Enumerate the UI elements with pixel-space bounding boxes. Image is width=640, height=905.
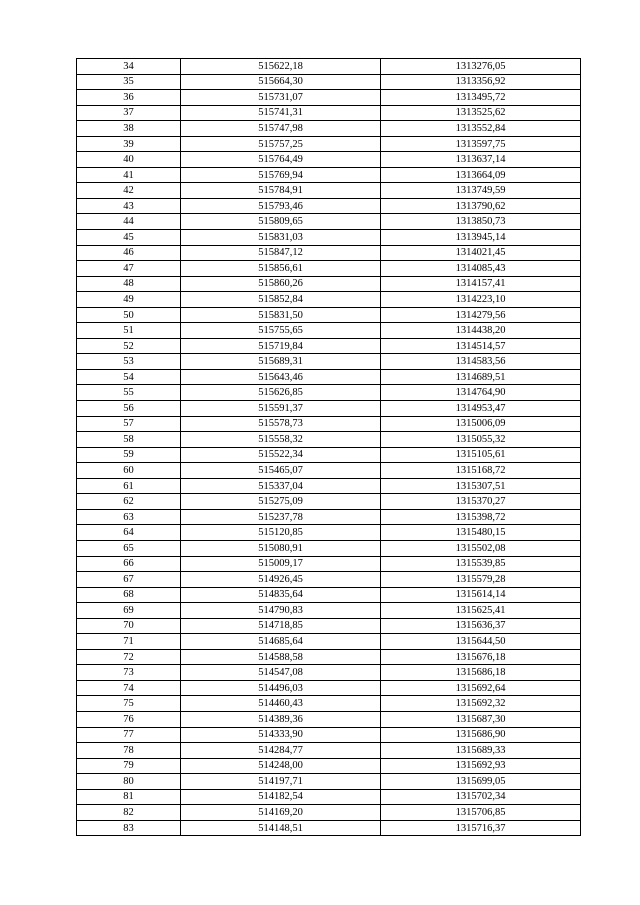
- table-row: [77, 509, 581, 525]
- y-coordinate-cell: 1315687,30: [381, 711, 581, 727]
- point-number-cell: 57: [77, 416, 181, 432]
- table-row: [77, 276, 581, 292]
- y-coordinate-cell: 1313790,62: [381, 198, 581, 214]
- x-coordinate-cell: 515860,26: [181, 276, 381, 292]
- y-coordinate-cell: 1315055,32: [381, 432, 581, 448]
- point-number-cell: 41: [77, 167, 181, 183]
- x-coordinate-cell: 515741,31: [181, 105, 381, 121]
- y-coordinate-cell: 1315699,05: [381, 774, 581, 790]
- x-coordinate-cell: 514926,45: [181, 572, 381, 588]
- x-coordinate-cell: 515337,04: [181, 478, 381, 494]
- x-coordinate-cell: 515831,03: [181, 230, 381, 246]
- x-coordinate-cell: 514169,20: [181, 805, 381, 821]
- point-number-cell: 82: [77, 805, 181, 821]
- table-row: [77, 230, 581, 246]
- point-number-cell: 48: [77, 276, 181, 292]
- y-coordinate-cell: 1313276,05: [381, 59, 581, 75]
- y-coordinate-cell: 1315168,72: [381, 463, 581, 479]
- point-number-cell: 60: [77, 463, 181, 479]
- table-row: [77, 711, 581, 727]
- y-coordinate-cell: 1315480,15: [381, 525, 581, 541]
- x-coordinate-cell: 514182,54: [181, 789, 381, 805]
- point-number-cell: 42: [77, 183, 181, 199]
- point-number-cell: 46: [77, 245, 181, 261]
- table-row: [77, 540, 581, 556]
- table-row: [77, 556, 581, 572]
- point-number-cell: 38: [77, 121, 181, 137]
- y-coordinate-cell: 1315370,27: [381, 494, 581, 510]
- x-coordinate-cell: 514197,71: [181, 774, 381, 790]
- point-number-cell: 59: [77, 447, 181, 463]
- x-coordinate-cell: 514496,03: [181, 680, 381, 696]
- table-row: [77, 680, 581, 696]
- table-row: [77, 665, 581, 681]
- x-coordinate-cell: 515465,07: [181, 463, 381, 479]
- y-coordinate-cell: 1315716,37: [381, 820, 581, 836]
- x-coordinate-cell: 514333,90: [181, 727, 381, 743]
- y-coordinate-cell: 1313749,59: [381, 183, 581, 199]
- x-coordinate-cell: 515643,46: [181, 369, 381, 385]
- point-number-cell: 49: [77, 292, 181, 308]
- y-coordinate-cell: 1315398,72: [381, 509, 581, 525]
- y-coordinate-cell: 1313664,09: [381, 167, 581, 183]
- x-coordinate-cell: 515793,46: [181, 198, 381, 214]
- table-row: [77, 292, 581, 308]
- table-row: [77, 198, 581, 214]
- table-row: [77, 805, 581, 821]
- x-coordinate-cell: 515719,84: [181, 338, 381, 354]
- x-coordinate-cell: 514835,64: [181, 587, 381, 603]
- y-coordinate-cell: 1315105,61: [381, 447, 581, 463]
- point-number-cell: 73: [77, 665, 181, 681]
- x-coordinate-cell: 514389,36: [181, 711, 381, 727]
- coordinates-table: [76, 58, 581, 836]
- table-row: [77, 587, 581, 603]
- y-coordinate-cell: 1315692,64: [381, 680, 581, 696]
- point-number-cell: 66: [77, 556, 181, 572]
- y-coordinate-cell: 1314514,57: [381, 338, 581, 354]
- y-coordinate-cell: 1314583,56: [381, 354, 581, 370]
- table-row: [77, 416, 581, 432]
- y-coordinate-cell: 1315706,85: [381, 805, 581, 821]
- table-row: [77, 603, 581, 619]
- y-coordinate-cell: 1315006,09: [381, 416, 581, 432]
- table-row: [77, 634, 581, 650]
- point-number-cell: 63: [77, 509, 181, 525]
- point-number-cell: 71: [77, 634, 181, 650]
- table-row: [77, 369, 581, 385]
- y-coordinate-cell: 1314438,20: [381, 323, 581, 339]
- y-coordinate-cell: 1315614,14: [381, 587, 581, 603]
- point-number-cell: 45: [77, 230, 181, 246]
- y-coordinate-cell: 1315644,50: [381, 634, 581, 650]
- x-coordinate-cell: 515747,98: [181, 121, 381, 137]
- point-number-cell: 75: [77, 696, 181, 712]
- point-number-cell: 50: [77, 307, 181, 323]
- x-coordinate-cell: 515664,30: [181, 74, 381, 90]
- point-number-cell: 52: [77, 338, 181, 354]
- point-number-cell: 70: [77, 618, 181, 634]
- x-coordinate-cell: 514685,64: [181, 634, 381, 650]
- table-row: [77, 183, 581, 199]
- x-coordinate-cell: 514588,58: [181, 649, 381, 665]
- y-coordinate-cell: 1315625,41: [381, 603, 581, 619]
- point-number-cell: 76: [77, 711, 181, 727]
- x-coordinate-cell: 514248,00: [181, 758, 381, 774]
- x-coordinate-cell: 514790,83: [181, 603, 381, 619]
- x-coordinate-cell: 515764,49: [181, 152, 381, 168]
- point-number-cell: 47: [77, 261, 181, 277]
- x-coordinate-cell: 514284,77: [181, 743, 381, 759]
- table-row: [77, 478, 581, 494]
- x-coordinate-cell: 515847,12: [181, 245, 381, 261]
- y-coordinate-cell: 1315307,51: [381, 478, 581, 494]
- y-coordinate-cell: 1315579,28: [381, 572, 581, 588]
- table-row: [77, 820, 581, 836]
- y-coordinate-cell: 1313597,75: [381, 136, 581, 152]
- x-coordinate-cell: 515852,84: [181, 292, 381, 308]
- y-coordinate-cell: 1314021,45: [381, 245, 581, 261]
- y-coordinate-cell: 1313525,62: [381, 105, 581, 121]
- x-coordinate-cell: 515558,32: [181, 432, 381, 448]
- point-number-cell: 65: [77, 540, 181, 556]
- table-row: [77, 758, 581, 774]
- y-coordinate-cell: 1314157,41: [381, 276, 581, 292]
- point-number-cell: 80: [77, 774, 181, 790]
- point-number-cell: 40: [77, 152, 181, 168]
- table-row: [77, 727, 581, 743]
- table-row: [77, 401, 581, 417]
- table-row: [77, 167, 581, 183]
- x-coordinate-cell: 515626,85: [181, 385, 381, 401]
- point-number-cell: 36: [77, 90, 181, 106]
- point-number-cell: 51: [77, 323, 181, 339]
- point-number-cell: 69: [77, 603, 181, 619]
- y-coordinate-cell: 1314953,47: [381, 401, 581, 417]
- table-row: [77, 261, 581, 277]
- table-row: [77, 338, 581, 354]
- x-coordinate-cell: 514718,85: [181, 618, 381, 634]
- x-coordinate-cell: 515784,91: [181, 183, 381, 199]
- y-coordinate-cell: 1313552,84: [381, 121, 581, 137]
- y-coordinate-cell: 1313945,14: [381, 230, 581, 246]
- x-coordinate-cell: 515689,31: [181, 354, 381, 370]
- table-row: [77, 649, 581, 665]
- point-number-cell: 79: [77, 758, 181, 774]
- table-row: [77, 136, 581, 152]
- table-row: [77, 152, 581, 168]
- point-number-cell: 61: [77, 478, 181, 494]
- table-row: [77, 789, 581, 805]
- table-row: [77, 323, 581, 339]
- x-coordinate-cell: 515622,18: [181, 59, 381, 75]
- point-number-cell: 39: [77, 136, 181, 152]
- table-row: [77, 245, 581, 261]
- y-coordinate-cell: 1314223,10: [381, 292, 581, 308]
- table-row: [77, 354, 581, 370]
- y-coordinate-cell: 1315702,34: [381, 789, 581, 805]
- y-coordinate-cell: 1314085,43: [381, 261, 581, 277]
- point-number-cell: 72: [77, 649, 181, 665]
- point-number-cell: 77: [77, 727, 181, 743]
- table-row: [77, 525, 581, 541]
- point-number-cell: 55: [77, 385, 181, 401]
- y-coordinate-cell: 1315692,32: [381, 696, 581, 712]
- point-number-cell: 78: [77, 743, 181, 759]
- point-number-cell: 35: [77, 74, 181, 90]
- point-number-cell: 43: [77, 198, 181, 214]
- x-coordinate-cell: 514148,51: [181, 820, 381, 836]
- x-coordinate-cell: 515757,25: [181, 136, 381, 152]
- x-coordinate-cell: 515578,73: [181, 416, 381, 432]
- point-number-cell: 64: [77, 525, 181, 541]
- y-coordinate-cell: 1313850,73: [381, 214, 581, 230]
- table-row: [77, 432, 581, 448]
- y-coordinate-cell: 1315539,85: [381, 556, 581, 572]
- point-number-cell: 74: [77, 680, 181, 696]
- y-coordinate-cell: 1315692,93: [381, 758, 581, 774]
- x-coordinate-cell: 515769,94: [181, 167, 381, 183]
- point-number-cell: 56: [77, 401, 181, 417]
- x-coordinate-cell: 515755,65: [181, 323, 381, 339]
- x-coordinate-cell: 515522,34: [181, 447, 381, 463]
- point-number-cell: 62: [77, 494, 181, 510]
- x-coordinate-cell: 514460,43: [181, 696, 381, 712]
- table-row: [77, 105, 581, 121]
- x-coordinate-cell: 515731,07: [181, 90, 381, 106]
- table-row: [77, 743, 581, 759]
- x-coordinate-cell: 514547,08: [181, 665, 381, 681]
- table-row: [77, 214, 581, 230]
- table-row: [77, 572, 581, 588]
- x-coordinate-cell: 515856,61: [181, 261, 381, 277]
- point-number-cell: 68: [77, 587, 181, 603]
- point-number-cell: 37: [77, 105, 181, 121]
- table-row: [77, 385, 581, 401]
- y-coordinate-cell: 1315686,18: [381, 665, 581, 681]
- point-number-cell: 81: [77, 789, 181, 805]
- y-coordinate-cell: 1315636,37: [381, 618, 581, 634]
- y-coordinate-cell: 1314689,51: [381, 369, 581, 385]
- y-coordinate-cell: 1315676,18: [381, 649, 581, 665]
- table-row: [77, 618, 581, 634]
- table-row: [77, 59, 581, 75]
- y-coordinate-cell: 1313495,72: [381, 90, 581, 106]
- point-number-cell: 53: [77, 354, 181, 370]
- table-row: [77, 696, 581, 712]
- x-coordinate-cell: 515120,85: [181, 525, 381, 541]
- table-row: [77, 494, 581, 510]
- x-coordinate-cell: 515809,65: [181, 214, 381, 230]
- y-coordinate-cell: 1315502,08: [381, 540, 581, 556]
- point-number-cell: 83: [77, 820, 181, 836]
- y-coordinate-cell: 1315689,33: [381, 743, 581, 759]
- table-row: [77, 447, 581, 463]
- table-row: [77, 90, 581, 106]
- point-number-cell: 44: [77, 214, 181, 230]
- table-row: [77, 774, 581, 790]
- x-coordinate-cell: 515080,91: [181, 540, 381, 556]
- coordinates-table-body: [77, 59, 581, 836]
- y-coordinate-cell: 1314764,90: [381, 385, 581, 401]
- y-coordinate-cell: 1314279,56: [381, 307, 581, 323]
- table-row: [77, 121, 581, 137]
- x-coordinate-cell: 515009,17: [181, 556, 381, 572]
- table-row: [77, 307, 581, 323]
- point-number-cell: 58: [77, 432, 181, 448]
- y-coordinate-cell: 1313356,92: [381, 74, 581, 90]
- y-coordinate-cell: 1313637,14: [381, 152, 581, 168]
- point-number-cell: 54: [77, 369, 181, 385]
- point-number-cell: 34: [77, 59, 181, 75]
- x-coordinate-cell: 515275,09: [181, 494, 381, 510]
- table-row: [77, 463, 581, 479]
- x-coordinate-cell: 515591,37: [181, 401, 381, 417]
- x-coordinate-cell: 515831,50: [181, 307, 381, 323]
- point-number-cell: 67: [77, 572, 181, 588]
- y-coordinate-cell: 1315686,90: [381, 727, 581, 743]
- table-row: [77, 74, 581, 90]
- x-coordinate-cell: 515237,78: [181, 509, 381, 525]
